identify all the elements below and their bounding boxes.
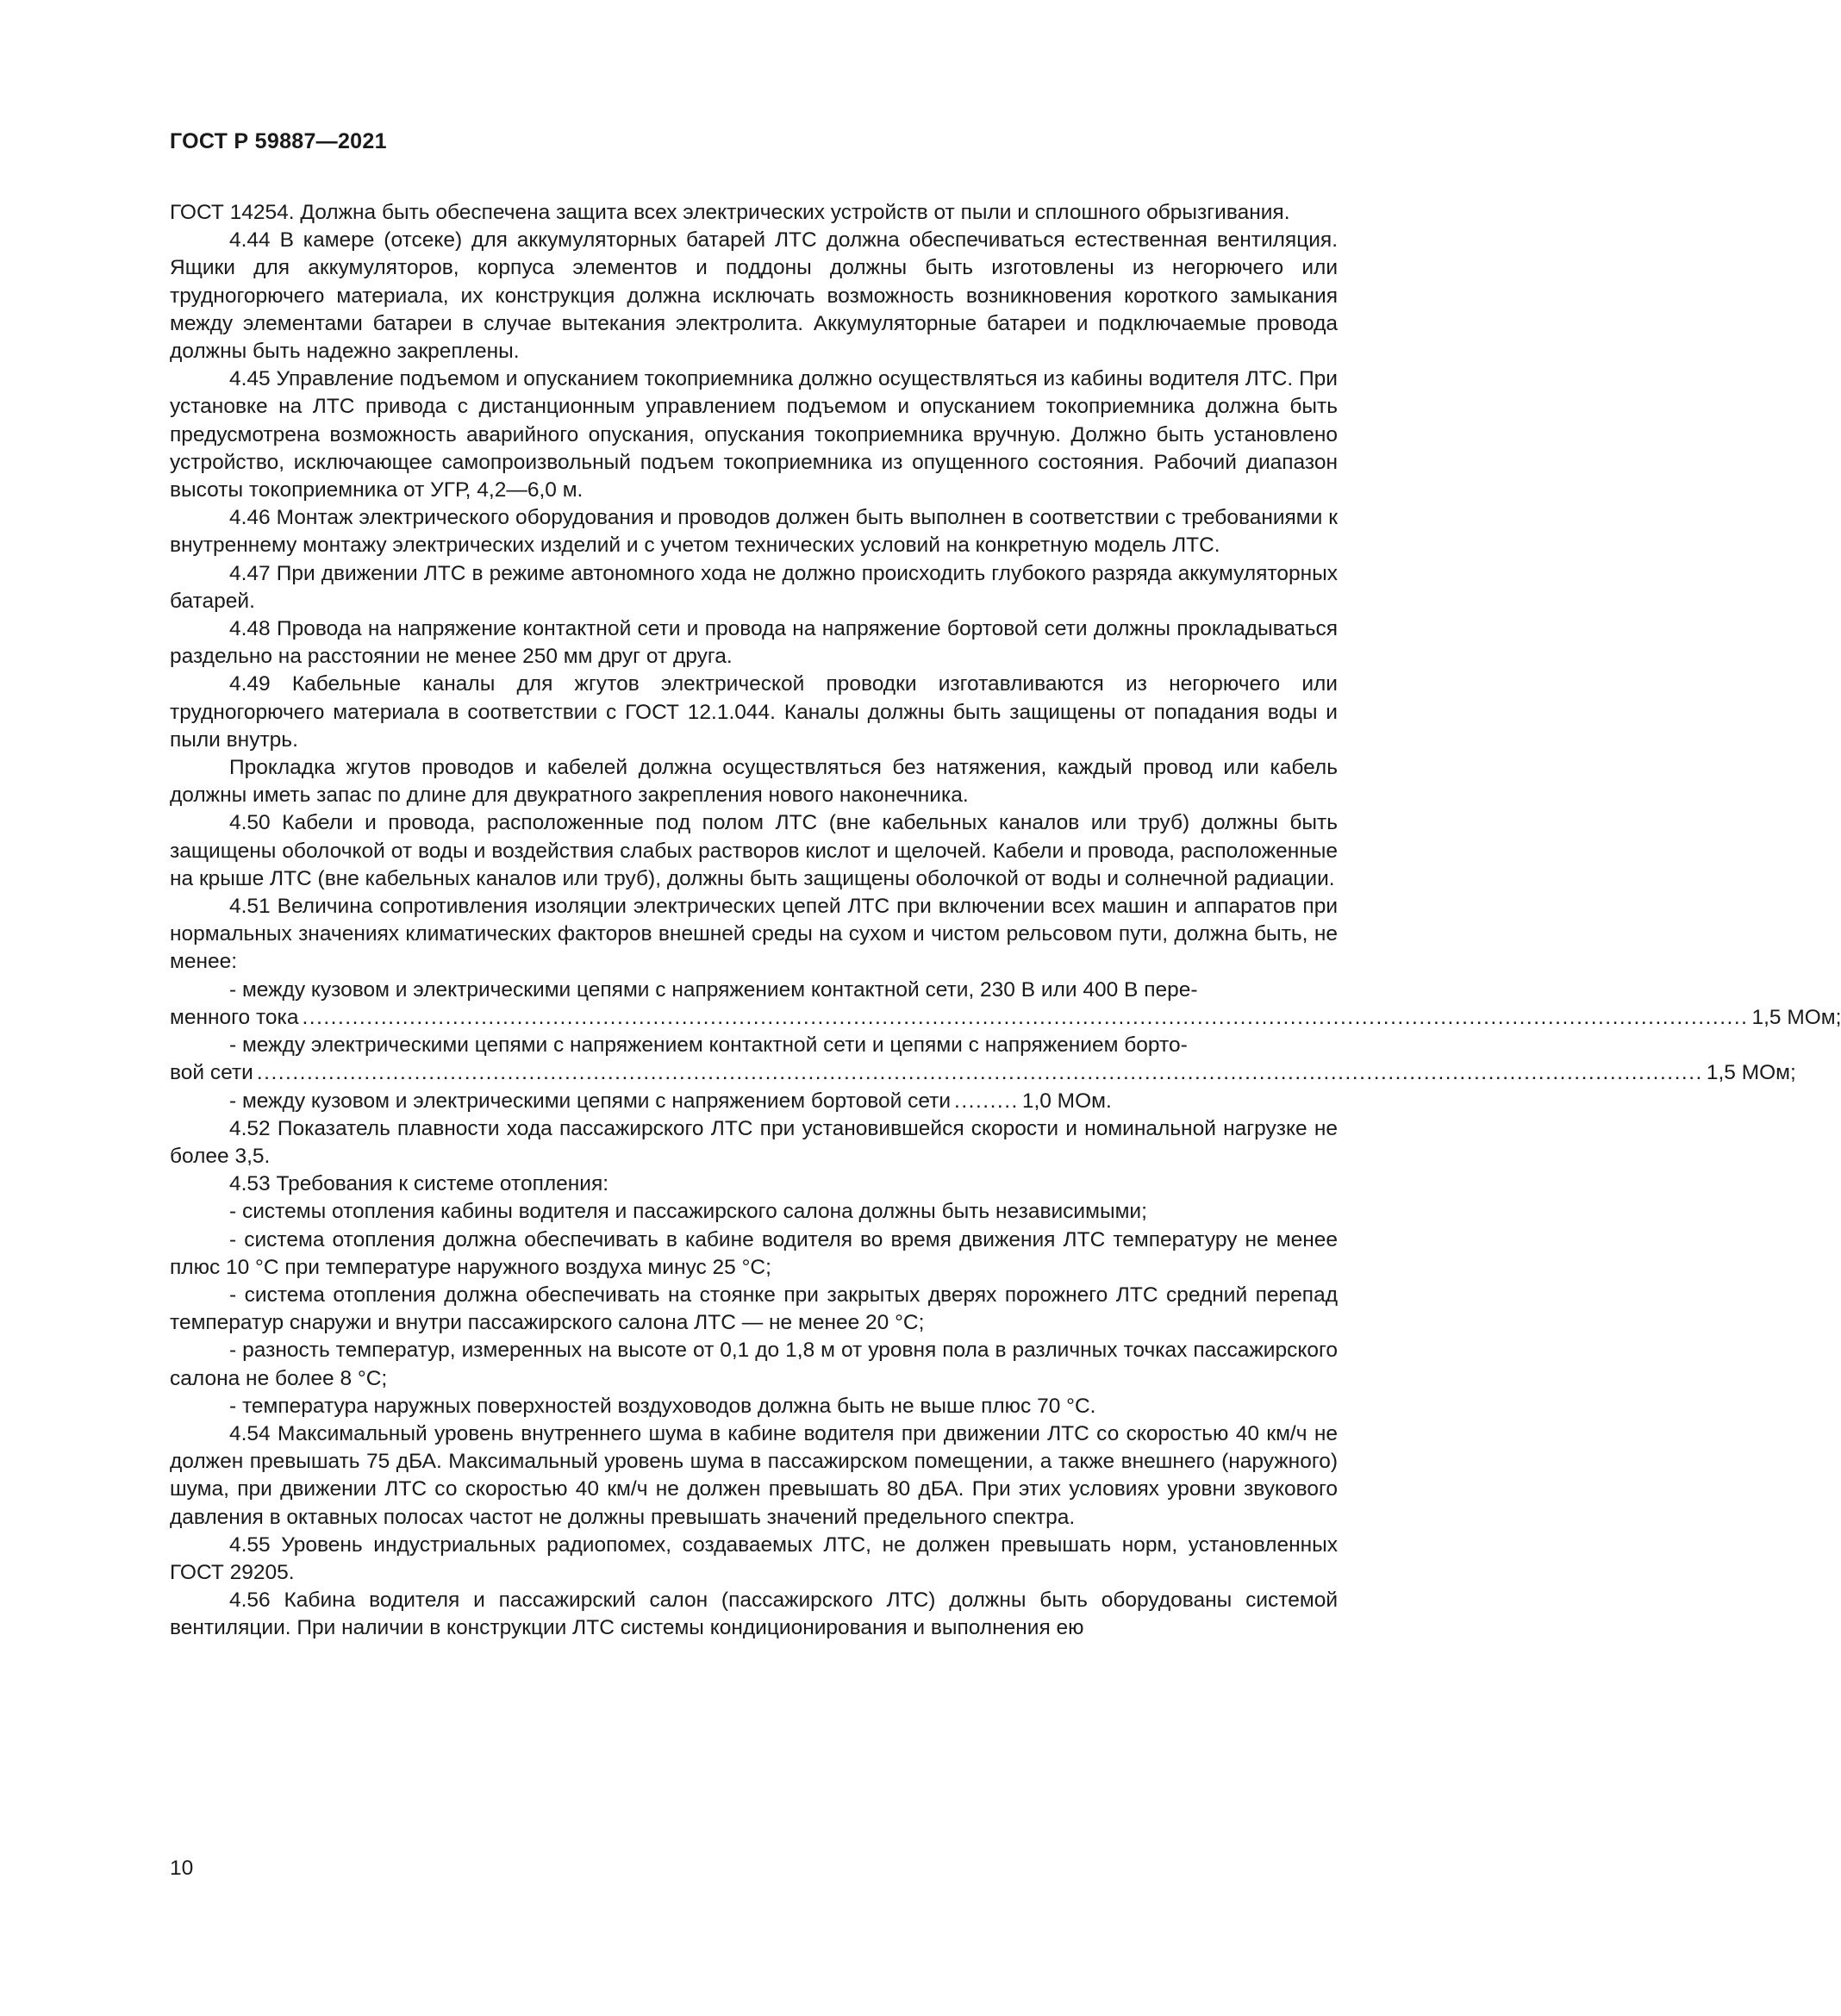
- paragraph-4-47: 4.47 При движении ЛТС в режиме автономного хода не должно происходить глубокого разряда аккумуляторных батарей.: [170, 561, 1338, 613]
- resistance-item: [170, 977, 1841, 1032]
- heating-item: - система отопления должна обеспечивать на стоянке при закрытых дверях порожнего ЛТС средний перепад температур снаружи и внутри пассажирского салона ЛТС — не менее 20 °С;: [170, 1283, 1338, 1335]
- resistance-item-line2: менного тока: [170, 1005, 299, 1029]
- resistance-item: [170, 1032, 1796, 1087]
- paragraph-4-44: 4.44 В камере (отсеке) для аккумуляторных батарей ЛТС должна обеспечиваться естественная вентиляция. Ящики для аккумуляторов, корпуса элементов и поддоны должны быть изготовлены из негорючего или трудногорючего материала, их конструкция должна исключать возможность возникновения короткого замыкания между элементами батареи в случае вытекания электролита. Аккумуляторные батареи и подключаемые провода должны быть надежно закреплены.: [170, 228, 1338, 364]
- paragraph-continuation: ГОСТ 14254. Должна быть обеспечена защита всех электрических устройств от пыли и сплошного обрызгивания.: [170, 201, 1290, 224]
- paragraph-4-49-cable-laying: Прокладка жгутов проводов и кабелей должна осуществляться без натяжения, каждый провод или кабель должны иметь запас по длине для двукратного закрепления нового наконечника.: [170, 756, 1338, 808]
- heating-item: - температура наружных поверхностей воздуховодов должна быть не выше плюс 70 °С.: [229, 1394, 1096, 1418]
- paragraph-4-52: 4.52 Показатель плавности хода пассажирского ЛТС при установившейся скорости и номинальной нагрузке не более 3,5.: [170, 1116, 1338, 1168]
- paragraph-4-51: 4.51 Величина сопротивления изоляции электрических цепей ЛТС при включении всех машин и аппаратов при нормальных значениях климатических факторов внешней среды на сухом и чистом рельсовом пути, должна быть, не менее:: [170, 895, 1338, 974]
- resistance-item-line1: - между электрическими цепями с напряжением контактной сети и цепями с напряжением борто-: [229, 1033, 1188, 1058]
- resistance-value: 1,5 МОм;: [1751, 1005, 1841, 1029]
- paragraph-4-45: 4.45 Управление подъемом и опусканием токоприемника должно осуществляться из кабины водителя ЛТС. При установке на ЛТС привода с дистанционным управлением подъемом и опусканием токоприемника должна быть предусмотрена возможность аварийного опускания, опускания токоприемника вручную. Должно быть установлено устройство, исключающее самопроизвольный подъем токоприемника из опущенного состояния. Рабочий диапазон высоты токоприемника от УГР, 4,2—6,0 м.: [170, 367, 1338, 502]
- paragraph-4-56: 4.56 Кабина водителя и пассажирский салон (пассажирского ЛТС) должны быть оборудованы системой вентиляции. При наличии в конструкции ЛТС системы кондиционирования и выполнения ею: [170, 1588, 1338, 1640]
- resistance-value: 1,0 МОм.: [1021, 1089, 1112, 1113]
- page-number: 10: [170, 1857, 194, 1880]
- paragraph-4-46: 4.46 Монтаж электрического оборудования и проводов должен быть выполнен в соответствии с требованиями к внутреннему монтажу электрических изделий и с учетом технических условий на конкретную модель ЛТС.: [170, 506, 1338, 558]
- document-header: ГОСТ Р 59887—2021: [170, 129, 387, 153]
- resistance-item-leader-row: [170, 1004, 1841, 1032]
- paragraph-4-54: 4.54 Максимальный уровень внутреннего шума в кабине водителя при движении ЛТС со скоростью 40 км/ч не должен превышать 75 дБА. Максимальный уровень шума в пассажирском помещении, а также внешнего (наружного) шума, при движении ЛТС со скоростью 40 км/ч не должен превышать 80 дБА. При этих условиях уровни звукового давления в октавных полосах частот не должны превышать значений предельного спектра.: [170, 1421, 1338, 1529]
- dot-leader: ..........................................................................................................................................................................................................: [302, 1005, 1749, 1029]
- heating-item: - системы отопления кабины водителя и пассажирского салона должны быть независимыми;: [229, 1200, 1147, 1224]
- resistance-value: 1,5 МОм;: [1706, 1061, 1796, 1085]
- paragraph-4-48: 4.48 Провода на напряжение контактной сети и провода на напряжение бортовой сети должны прокладываться раздельно на расстоянии не менее 250 мм друг от друга.: [170, 617, 1338, 669]
- paragraph-4-49: 4.49 Кабельные каналы для жгутов электрической проводки изготавливаются из негорючего или трудногорючего материала в соответствии с ГОСТ 12.1.044. Каналы должны быть защищены от попадания воды и пыли внутрь.: [170, 672, 1338, 752]
- dot-leader: ..........................................................................................................................................................................................................: [256, 1061, 1703, 1085]
- paragraph-4-55: 4.55 Уровень индустриальных радиопомех, создаваемых ЛТС, не должен превышать норм, установленных ГОСТ 29205.: [170, 1532, 1338, 1584]
- resistance-item-line1: - между кузовом и электрическими цепями с напряжением контактной сети, 230 В или 400 В пере-: [229, 977, 1198, 1002]
- dot-leader: .........: [954, 1089, 1019, 1113]
- resistance-item: [170, 1088, 1338, 1115]
- resistance-item-leader-row: [170, 1059, 1796, 1087]
- document-body: [170, 199, 1841, 1643]
- heating-item: - разность температур, измеренных на высоте от 0,1 до 1,8 м от уровня пола в различных точках пассажирского салона не более 8 °С;: [170, 1339, 1338, 1390]
- heating-item: - система отопления должна обеспечивать в кабине водителя во время движения ЛТС температуру не менее плюс 10 °С при температуре наружного воздуха минус 25 °С;: [170, 1227, 1338, 1279]
- resistance-item-line2: вой сети: [170, 1061, 253, 1085]
- resistance-item-line2: - между кузовом и электрическими цепями с напряжением бортовой сети: [229, 1089, 952, 1113]
- resistance-item-leader-row: [170, 1088, 1338, 1115]
- paragraph-4-50: 4.50 Кабели и провода, расположенные под полом ЛТС (вне кабельных каналов или труб) должны быть защищены оболочкой от воды и воздействия слабых растворов кислот и щелочей. Кабели и провода, расположенные на крыше ЛТС (вне кабельных каналов или труб), должны быть защищены оболочкой от воды и солнечной радиации.: [170, 811, 1338, 890]
- paragraph-4-53: 4.53 Требования к системе отопления:: [229, 1172, 609, 1196]
